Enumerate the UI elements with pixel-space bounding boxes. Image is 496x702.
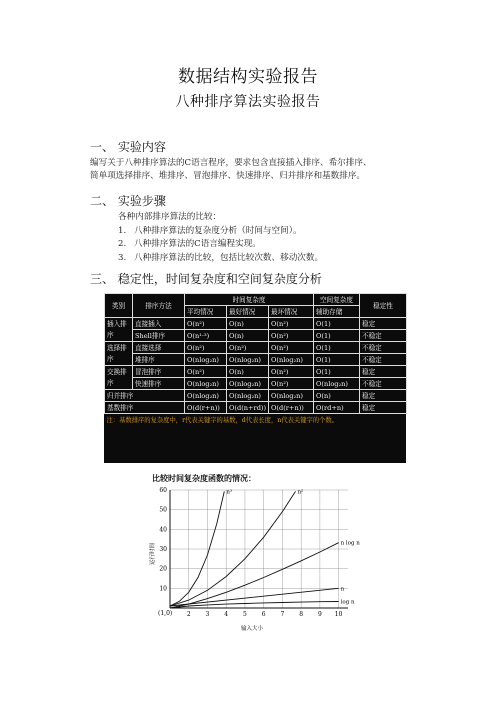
y-tick-label: 50: [159, 506, 167, 514]
x-tick-label: 4: [224, 611, 229, 618]
table-cell: O(nlog₂n): [185, 390, 227, 402]
table-cell: 不稳定: [360, 330, 407, 342]
table-cell: O(n²): [227, 342, 269, 354]
table-cell: O(n²): [269, 342, 314, 354]
series-label: n²: [297, 489, 304, 496]
table-cell: 不稳定: [360, 378, 407, 390]
table-cell: O(n²): [185, 342, 227, 354]
x-tick-label: 7: [280, 611, 285, 618]
table-row: [105, 366, 407, 378]
y-tick-label: 40: [159, 526, 167, 534]
table-cell: O(1): [314, 342, 360, 354]
table-row: [105, 330, 407, 342]
table-cell: O(n²): [185, 366, 227, 378]
table-cell: 直接选择: [133, 342, 185, 354]
table-cell: O(1): [314, 366, 360, 378]
table-cell: O(n): [227, 366, 269, 378]
table-row: [105, 318, 407, 330]
table-cell: O(1): [314, 354, 360, 366]
table-cell: 直接插入: [133, 318, 185, 330]
table-cell: O(rd+n): [314, 402, 360, 414]
list-number: 3.: [118, 252, 127, 263]
table-cell: O(nlog₂n): [185, 378, 227, 390]
table-cell: 稳定: [360, 402, 407, 414]
table-cell: 基数排序: [105, 402, 185, 414]
table-cell: 归并排序: [105, 390, 185, 402]
x-tick-label: 9: [317, 611, 322, 618]
header-avg: 平均情况: [185, 306, 227, 318]
series-label: n: [340, 586, 345, 593]
x-tick-label: 8: [299, 611, 304, 618]
table-cell: O(n): [227, 318, 269, 330]
table-cell: 稳定: [360, 318, 407, 330]
y-tick-label: 30: [159, 546, 167, 553]
table-cell: O(nlog₂n): [269, 390, 314, 402]
series-line: [170, 491, 224, 606]
table-cell: O(1): [314, 330, 360, 342]
x-axis-label: 输入大小: [240, 626, 264, 632]
series-line: [170, 543, 339, 608]
content-line: 编写关于八种排序算法的C语言程序，要求包含直接插入排序、希尔排序、: [90, 158, 372, 168]
table-cell: O(n¹·³): [185, 330, 227, 342]
table-row: [105, 378, 407, 390]
list-number: 1.: [118, 225, 127, 236]
series-label: n log n: [340, 540, 360, 547]
chart-series: [170, 488, 360, 608]
table-cell: O(d(r+n)): [269, 402, 314, 414]
y-tick-label: 20: [159, 565, 167, 573]
table-cell: 堆排序: [133, 354, 185, 366]
table-cell: O(n²): [185, 318, 227, 330]
table-cell: O(1): [314, 318, 360, 330]
table-cell: 稳定: [360, 390, 407, 402]
table-row: [105, 390, 407, 402]
table-cell: O(n²): [269, 330, 314, 342]
document-title: 数据结构实验报告: [178, 67, 318, 87]
table-cell: 不稳定: [360, 354, 407, 366]
group-cell: 交换排序: [105, 366, 133, 390]
complexity-table: [104, 293, 406, 463]
table-cell: O(d(r+n)): [185, 402, 227, 414]
y-axis-label: 运行时间: [150, 542, 156, 566]
document-subtitle: 八种排序算法实验报告: [175, 94, 321, 110]
list-text: 八种排序算法的比较，包括比较次数、移动次数。: [134, 252, 324, 263]
steps-list: [118, 211, 323, 265]
table-cell: O(d(n+rd)): [227, 402, 269, 414]
list-text: 八种排序算法的C语言编程实现。: [134, 239, 261, 249]
table-cell: O(n²): [269, 318, 314, 330]
header-stability: 稳定性: [360, 294, 407, 318]
table-cell: O(n²): [269, 366, 314, 378]
header-method: 排序方法: [133, 294, 185, 318]
section-heading-3: 三、 稳定性，时间复杂度和空间复杂度分析: [90, 272, 322, 286]
table-row: [105, 402, 407, 414]
header-type: 类别: [105, 294, 133, 318]
chart-caption: 比较时间复杂度函数的情况：: [152, 474, 256, 483]
table-note: 注：基数排序的复杂度中，r代表关键字的基数，d代表长度，n代表关键字的个数。: [106, 416, 338, 424]
origin-label: (1,0): [158, 610, 173, 617]
x-tick-label: 10: [334, 611, 343, 618]
content-paragraph: [90, 157, 430, 183]
table-cell: O(nlog₂n): [227, 378, 269, 390]
table-cell: O(nlog₂n): [227, 354, 269, 366]
table-cell: O(n): [314, 390, 360, 402]
table-cell: O(n²): [269, 378, 314, 390]
table-cell: Shell排序: [133, 330, 185, 342]
series-label: n³: [226, 489, 233, 496]
section-heading-1: 一、 实验内容: [90, 140, 166, 154]
table-row: [105, 342, 407, 354]
content-line: 简单项选择排序、堆排序、冒泡排序、快速排序、归并排序和基数排序。: [90, 171, 366, 181]
table-row: [105, 354, 407, 366]
table-cell: O(nlog₂n): [185, 354, 227, 366]
series-label: log n: [340, 599, 355, 606]
table-cell: 快速排序: [133, 378, 185, 390]
x-tick-labels: [187, 611, 343, 618]
complexity-chart: [142, 482, 360, 642]
header-best: 最好情况: [227, 306, 269, 318]
header-time: 时间复杂度: [185, 294, 314, 306]
steps-intro: 各种内部排序算法的比较：: [118, 212, 222, 222]
group-cell: 插入排序: [105, 318, 133, 342]
table-cell: O(nlog₂n): [227, 390, 269, 402]
table-cell: 冒泡排序: [133, 366, 185, 378]
x-tick-label: 3: [205, 611, 210, 618]
list-number: 2.: [118, 239, 127, 249]
y-tick-label: 10: [159, 585, 167, 593]
x-tick-label: 6: [261, 611, 266, 618]
header-aux: 辅助存储: [314, 306, 360, 318]
table-cell: O(n): [227, 330, 269, 342]
y-tick-label: 60: [159, 487, 167, 494]
table-cell: 稳定: [360, 366, 407, 378]
y-tick-labels: [159, 487, 167, 592]
table-cell: 不稳定: [360, 342, 407, 354]
x-tick-label: 2: [186, 611, 191, 618]
list-item: [118, 225, 323, 239]
list-item: [118, 252, 323, 266]
table-cell: O(nlog₂n): [314, 378, 360, 390]
header-space: 空间复杂度: [314, 294, 360, 306]
list-text: 八种排序算法的复杂度分析（时间与空间）。: [134, 225, 302, 236]
header-worst: 最坏情况: [269, 306, 314, 318]
group-cell: 选择排序: [105, 342, 133, 366]
x-tick-label: 5: [243, 611, 247, 618]
table-cell: O(nlog₂n): [269, 354, 314, 366]
section-heading-2: 二、 实验步骤: [90, 194, 166, 208]
list-item: [118, 238, 323, 252]
